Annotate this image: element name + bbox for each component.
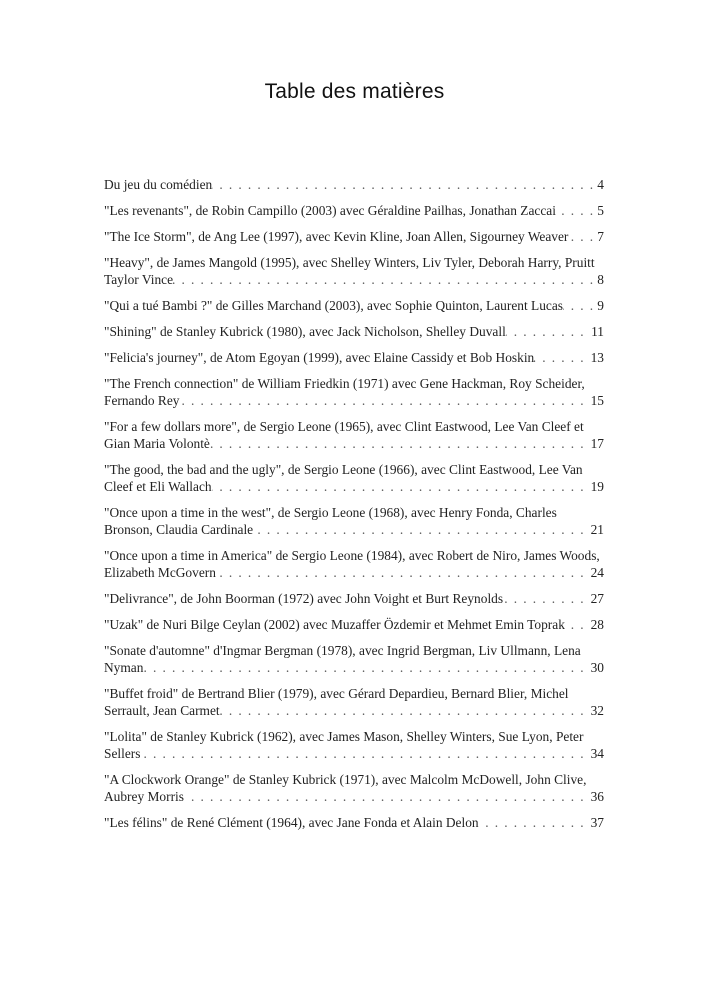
toc-entry[interactable]	[104, 176, 604, 193]
toc-entry-page: 13	[588, 349, 604, 366]
toc-entry-page: 11	[588, 323, 604, 340]
toc-entry-page: 7	[594, 228, 604, 245]
toc-entry-title: Du jeu du comédien	[104, 177, 213, 192]
toc-entry[interactable]	[104, 771, 604, 805]
toc-entry-title: "A Clockwork Orange" de Stanley Kubrick (1971), avec Malcolm McDowell, John Clive, Aubrey Morris	[104, 772, 587, 804]
toc-entry[interactable]	[104, 254, 604, 288]
toc-entry-title: "Felicia's journey", de Atom Egoyan (1999), avec Elaine Cassidy et Bob Hoskin	[104, 350, 535, 365]
toc-entry-page: 37	[588, 814, 604, 831]
toc-entry-page: 15	[588, 392, 604, 409]
toc-entry-title: "Once upon a time in the west", de Sergio Leone (1968), avec Henry Fonda, Charles Bronson, Claudia Cardinale	[104, 505, 557, 537]
toc-entry[interactable]	[104, 297, 604, 314]
toc-entry-page: 5	[594, 202, 604, 219]
toc-entry[interactable]	[104, 418, 604, 452]
toc-entry-page: 34	[588, 745, 604, 762]
toc-entry[interactable]	[104, 375, 604, 409]
toc-entry-title: "Qui a tué Bambi ?" de Gilles Marchand (2003), avec Sophie Quinton, Laurent Lucas	[104, 298, 564, 313]
toc-entry[interactable]	[104, 616, 604, 633]
toc-entry[interactable]	[104, 228, 604, 245]
toc-entry-title: "Heavy", de James Mangold (1995), avec Shelley Winters, Liv Tyler, Deborah Harry, Pruitt Taylor Vince	[104, 255, 595, 287]
toc-entry-title: "The Ice Storm", de Ang Lee (1997), avec Kevin Kline, Joan Allen, Sigourney Weaver	[104, 229, 569, 244]
toc-entry-title: "Buffet froid" de Bertrand Blier (1979), avec Gérard Depardieu, Bernard Blier, Michel Serrault, Jean Carmet	[104, 686, 569, 718]
toc-entry-title: "Sonate d'automne" d'Ingmar Bergman (1978), avec Ingrid Bergman, Liv Ullmann, Lena Nyman	[104, 643, 581, 675]
toc-entry-page: 27	[588, 590, 604, 607]
toc-entry-page: 4	[594, 176, 604, 193]
toc-entry[interactable]	[104, 590, 604, 607]
toc-entry[interactable]	[104, 814, 604, 831]
toc-entry[interactable]	[104, 323, 604, 340]
toc-entry-page: 28	[588, 616, 604, 633]
toc-entry-title: "Shining" de Stanley Kubrick (1980), avec Jack Nicholson, Shelley Duvall	[104, 324, 506, 339]
toc-entry-page: 17	[588, 435, 604, 452]
toc-entry[interactable]	[104, 504, 604, 538]
toc-entry[interactable]	[104, 349, 604, 366]
toc-entry-page: 9	[594, 297, 604, 314]
toc-entry-page: 30	[588, 659, 604, 676]
toc-entry-title: "Once upon a time in America" de Sergio Leone (1984), avec Robert de Niro, James Woods, Elizabeth McGovern	[104, 548, 600, 580]
toc-entry-title: "For a few dollars more", de Sergio Leone (1965), avec Clint Eastwood, Lee Van Cleef et Gian Maria Volontè	[104, 419, 584, 451]
toc-entry-title: "The good, the bad and the ugly", de Sergio Leone (1966), avec Clint Eastwood, Lee Van Cleef et Eli Wallach	[104, 462, 583, 494]
toc-entry[interactable]	[104, 461, 604, 495]
toc-entry-title: "Uzak" de Nuri Bilge Ceylan (2002) avec Muzaffer Özdemir et Mehmet Emin Toprak	[104, 617, 565, 632]
toc-entry-title: "Les revenants", de Robin Campillo (2003) avec Géraldine Pailhas, Jonathan Zaccai	[104, 203, 556, 218]
table-of-contents	[104, 176, 604, 840]
toc-entry-title: "Delivrance", de John Boorman (1972) avec John Voight et Burt Reynolds	[104, 591, 504, 606]
toc-entry-page: 36	[588, 788, 604, 805]
toc-entry-page: 32	[588, 702, 604, 719]
toc-entry-page: 24	[588, 564, 604, 581]
toc-entry[interactable]	[104, 685, 604, 719]
toc-entry[interactable]	[104, 642, 604, 676]
toc-entry[interactable]	[104, 202, 604, 219]
toc-entry[interactable]	[104, 547, 604, 581]
toc-entry-title: "Les félins" de René Clément (1964), avec Jane Fonda et Alain Delon	[104, 815, 479, 830]
toc-entry-page: 21	[588, 521, 604, 538]
toc-entry-title: "Lolita" de Stanley Kubrick (1962), avec James Mason, Shelley Winters, Sue Lyon, Peter Sellers	[104, 729, 584, 761]
toc-entry[interactable]	[104, 728, 604, 762]
toc-entry-page: 8	[594, 271, 604, 288]
page-title: Table des matières	[264, 80, 445, 103]
toc-entry-title: "The French connection" de William Friedkin (1971) avec Gene Hackman, Roy Scheider, Fernando Rey	[104, 376, 585, 408]
toc-entry-page: 19	[588, 478, 604, 495]
